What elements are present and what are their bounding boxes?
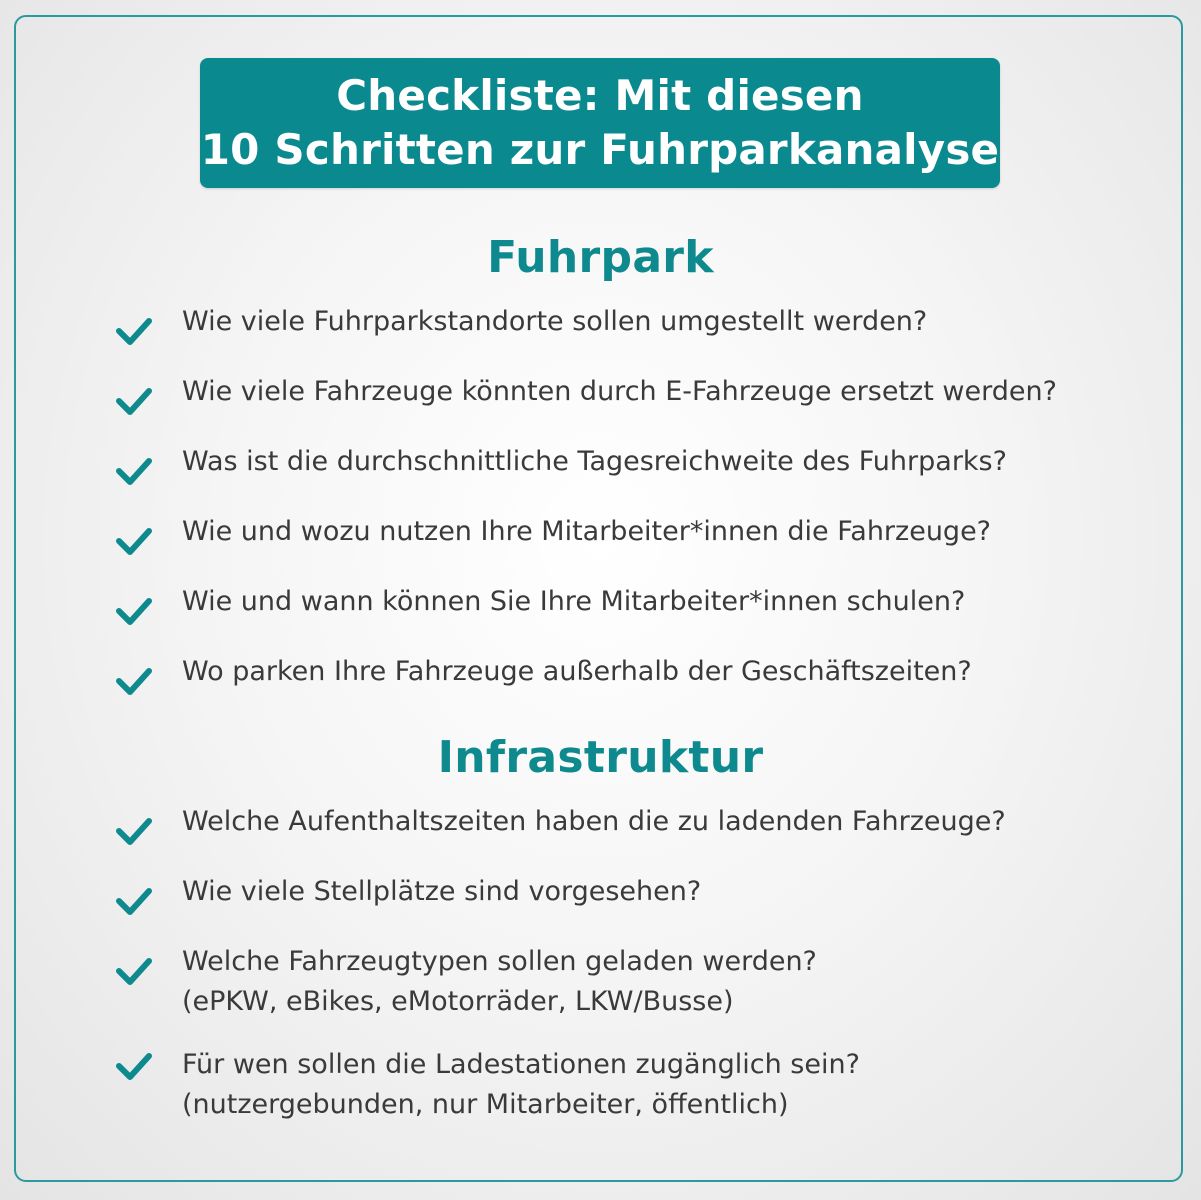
checklist-item — [114, 802, 1114, 848]
title-banner — [200, 58, 1000, 188]
check-icon — [114, 954, 154, 988]
checklist-item — [114, 652, 1114, 698]
checklist-item — [114, 302, 1114, 348]
check-icon — [114, 664, 154, 698]
check-icon — [114, 884, 154, 918]
check-icon — [114, 1049, 154, 1083]
checklist-item-text — [182, 1045, 860, 1125]
checklist-item-text: Wo parken Ihre Fahrzeuge außerhalb der Geschäftszeiten? — [182, 656, 972, 687]
checklist-item — [114, 442, 1114, 488]
check-icon — [114, 594, 154, 628]
title-line-2: 10 Schritten zur Fuhrparkanalyse — [200, 125, 1000, 174]
checklist-item-text: Wie viele Stellplätze sind vorgesehen? — [182, 876, 702, 907]
section-heading-infrastruktur: Infrastruktur — [437, 732, 764, 783]
checklist-item — [114, 1045, 1114, 1125]
check-icon — [114, 454, 154, 488]
check-icon — [114, 384, 154, 418]
checklist-item-text: Wie viele Fuhrparkstandorte sollen umgestellt werden? — [182, 306, 928, 337]
checklist-item — [114, 872, 1114, 918]
checklist-item-text: Welche Aufenthaltszeiten haben die zu ladenden Fahrzeuge? — [182, 806, 1006, 837]
checklist-item — [114, 372, 1114, 418]
title-line-1: Checkliste: Mit diesen — [336, 71, 864, 120]
checklist-item-question: Für wen sollen die Ladestationen zugänglich sein? — [182, 1049, 860, 1080]
section-heading-fuhrpark: Fuhrpark — [487, 232, 714, 283]
checklist-item-question: Welche Fahrzeugtypen sollen geladen werden? — [182, 946, 817, 977]
checklist-item — [114, 942, 1114, 1022]
checklist-item-text — [182, 942, 817, 1022]
checklist-item-note: (nutzergebunden, nur Mitarbeiter, öffentlich) — [182, 1089, 789, 1120]
checklist-item-text: Wie und wann können Sie Ihre Mitarbeiter*innen schulen? — [182, 586, 966, 617]
checklist-item — [114, 582, 1114, 628]
check-icon — [114, 524, 154, 558]
checklist-item-note: (ePKW, eBikes, eMotorräder, LKW/Busse) — [182, 986, 734, 1017]
checklist-item-text: Wie viele Fahrzeuge könnten durch E-Fahrzeuge ersetzt werden? — [182, 376, 1057, 407]
checklist-item-text: Was ist die durchschnittliche Tagesreichweite des Fuhrparks? — [182, 446, 1007, 477]
check-icon — [114, 814, 154, 848]
checklist-item-text: Wie und wozu nutzen Ihre Mitarbeiter*innen die Fahrzeuge? — [182, 516, 992, 547]
check-icon — [114, 314, 154, 348]
checklist-item — [114, 512, 1114, 558]
